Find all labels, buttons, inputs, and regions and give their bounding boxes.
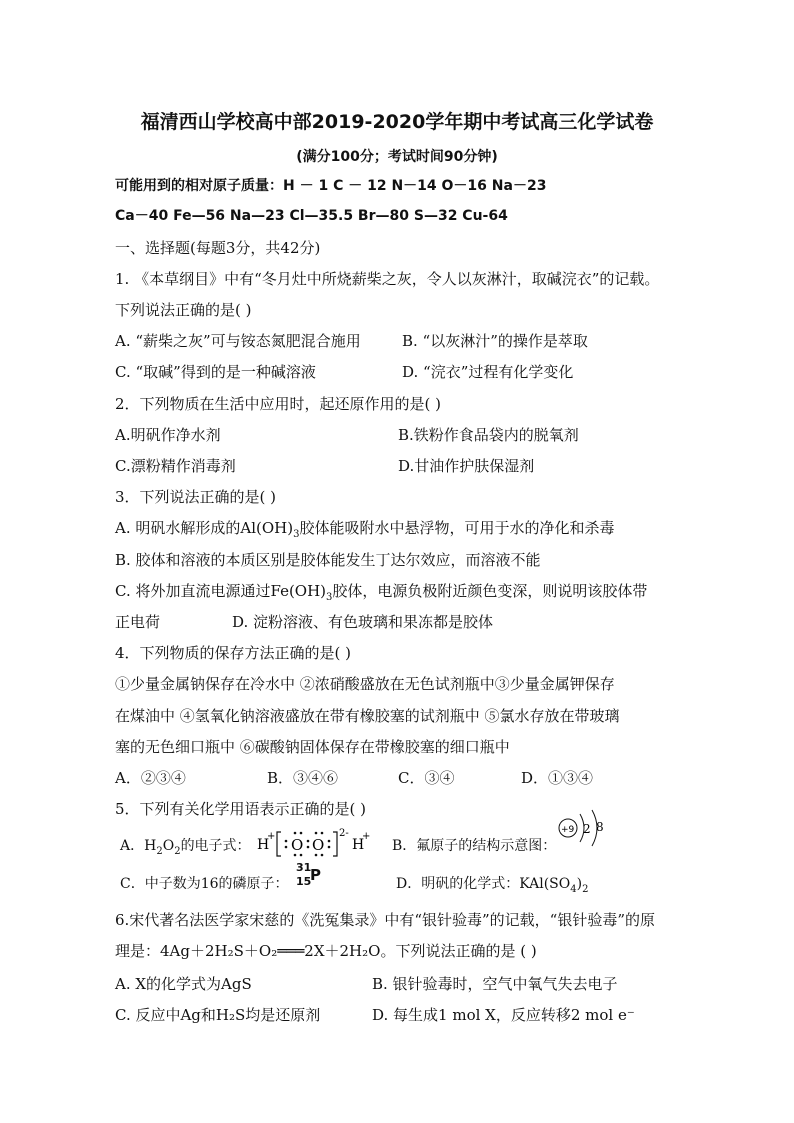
q6-option-a: A. X的化学式为AgS [115,975,252,993]
q1-option-b: B. “以灰淋汁”的操作是萃取 [402,332,588,350]
atomic-mass-line-1: 可能用到的相对原子质量：H － 1 C － 12 N－14 O－16 Na－23 [115,178,547,194]
q4-items-line-3: 塞的无色细口瓶中 ⑥碳酸钠固体保存在带橡胶塞的细口瓶中 [115,738,510,756]
ed-o-1: O [291,836,304,854]
q5-stem: 5．下列有关化学用语表示正确的是( ) [115,800,367,818]
q3-option-a: A. 明矾水解形成的$Al(OH)_3$胶体能吸附水中悬浮物，可用于水的净化和杀毒 [115,519,615,540]
q5-option-a: A．$H_2O_2$的电子式： [120,838,251,857]
ed-h-left: H [257,837,270,853]
p-atomic-number: 15 [296,875,312,888]
ed-charge: 2- [339,828,349,839]
q1-option-c: C. “取碱”得到的是一种碱溶液 [115,363,316,381]
q3-option-b: B. 胶体和溶液的本质区别是胶体能发生丁达尔效应，而溶液不能 [115,551,541,569]
q5-option-d: D．明矾的化学式：$KAl(SO_4)_2$ [396,876,589,895]
h2o2-electron-formula [255,824,380,862]
q3-option-d: D. 淀粉溶液、有色玻璃和果冻都是胶体 [232,613,494,631]
q1-stem-line-1: 1. 《本草纲目》中有“冬月灶中所烧薪柴之灰，令人以灰淋汁，取碱浣衣”的记载。 [115,270,660,288]
q6-option-c: C. 反应中Ag和H₂S均是还原剂 [115,1006,321,1024]
shell-2-electrons: 8 [596,820,604,834]
ed-o-2: O [312,836,325,854]
q5-option-b: B．氟原子的结构示意图： [392,838,557,854]
q4-items-line-1: ①少量金属钠保存在冷水中 ②浓硝酸盛放在无色试剂瓶中③少量金属钾保存 [115,675,615,693]
q6-option-b: B. 银针验毒时，空气中氧气失去电子 [372,975,618,993]
q2-stem: 2．下列物质在生活中应用时，起还原作用的是( ) [115,395,442,413]
nucleus-charge: +9 [561,825,575,835]
q3-option-c: C. 将外加直流电源通过$Fe(OH)_3$胶体，电源负极附近颜色变深，则说明该胶体带 [115,582,648,603]
q4-items-line-2: 在煤油中 ④氢氧化钠溶液盛放在带有橡胶塞的试剂瓶中 ⑤氯水存放在带玻璃 [115,707,620,725]
ed-bracket-left [277,832,281,856]
q1-stem-line-2: 下列说法正确的是( ) [115,301,252,319]
section-heading: 一、选择题(每题3分，共42分) [115,239,321,257]
q4-option-b: B．③④⑥ [267,769,339,787]
phosphorus-nuclide [296,861,326,893]
ed-plus-left: + [267,831,276,842]
q4-option-d: D．①③④ [521,769,594,787]
q1-option-d: D. “浣衣”过程有化学变化 [402,363,574,381]
fluorine-structure-diagram [554,804,614,852]
q6-stem-line-1: 6.宋代著名法医学家宋慈的《洗冤集录》中有“银针验毒”的记载，“银针验毒”的原 [115,911,655,929]
atomic-mass-line-2: Ca－40 Fe—56 Na—23 Cl—35.5 Br—80 S—32 Cu-64 [115,208,508,224]
q6-option-d: D. 每生成1 mol X，反应转移2 mol e⁻ [372,1006,635,1024]
q3-stem: 3．下列说法正确的是( ) [115,488,277,506]
q3-option-c-continued: 正电荷 [115,613,161,631]
q2-option-a: A.明矾作净水剂 [115,426,221,444]
q2-option-b: B.铁粉作食品袋内的脱氧剂 [398,426,579,444]
ed-h-right: H [352,837,365,853]
q4-option-a: A．②③④ [115,769,186,787]
q4-stem: 4．下列物质的保存方法正确的是( ) [115,644,352,662]
ed-bracket-right [333,832,337,856]
q6-stem-line-2: 理是：4Ag＋2H₂S＋O₂═══2X＋2H₂O。下列说法正确的是 ( ) [115,942,537,960]
p-mass-number: 31 [296,861,312,874]
q2-option-c: C.漂粉精作消毒剂 [115,457,236,475]
q4-option-c: C．③④ [398,769,455,787]
q1-option-a: A. “薪柴之灰”可与铵态氮肥混合施用 [115,332,361,350]
exam-title: 福清西山学校高中部2019-2020学年期中考试高三化学试卷 [140,111,654,133]
shell-1-electrons: 2 [583,822,591,836]
q5-option-c: C．中子数为16的磷原子： [120,876,289,892]
q2-option-d: D.甘油作护肤保湿剂 [398,457,535,475]
ed-plus-right: + [362,831,371,842]
p-symbol: P [310,866,321,884]
exam-subtitle: (满分100分；考试时间90分钟) [296,149,498,165]
